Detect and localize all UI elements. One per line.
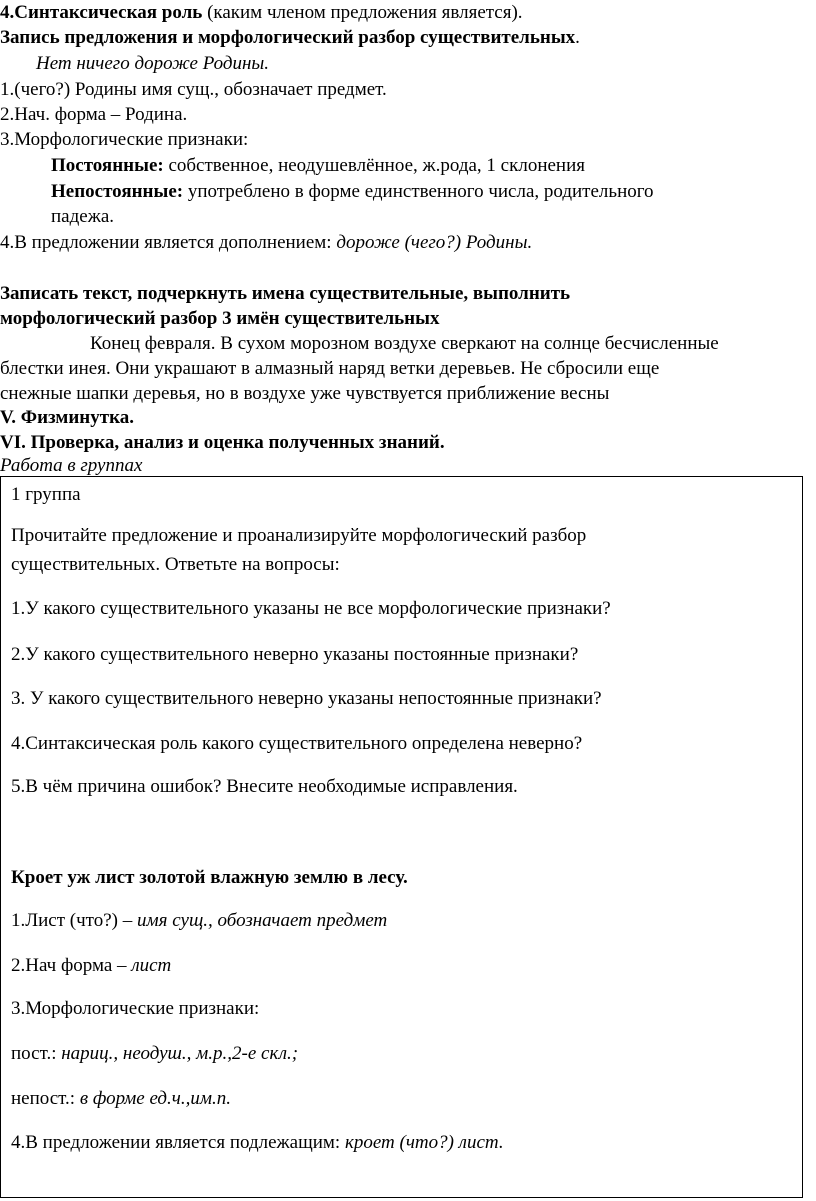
answer-1-plain: 1.Лист (что?) – (11, 910, 137, 931)
section-6-text: VI. Проверка, анализ и оценка полученных знаний. (0, 432, 445, 453)
answer-nonconstant-italic: в форме ед.ч.,им.п. (79, 1088, 231, 1109)
group-task-box (0, 476, 803, 1198)
nonconstant-features-cont: падежа. (51, 206, 115, 227)
answer-4-plain: 4.В предложении является подлежащим: (11, 1132, 345, 1153)
answer-nonconstant-plain: непост.: (11, 1088, 80, 1109)
section-4-subheading (0, 26, 580, 50)
task-heading-1-text: Записать текст, подчеркнуть имена существительные, выполнить (0, 283, 571, 304)
item-4-italic: дороже (чего?) Родины. (336, 232, 533, 253)
task-text-3: снежные шапки деревья, но в воздухе уже чувствуется приближение весны (0, 383, 610, 404)
answer-3: 3.Морфологические признаки: (11, 998, 260, 1019)
analysis-item-3: 3.Морфологические признаки: (0, 129, 249, 150)
answer-constant-plain: пост.: (11, 1043, 62, 1064)
section-5-heading (0, 406, 134, 430)
group-label: 1 группа (11, 484, 81, 505)
analysis-item-4 (0, 231, 532, 255)
constant-text: собственное, неодушевлённое, ж.рода, 1 склонения (163, 155, 586, 176)
answer-nonconstant (11, 1087, 231, 1111)
answer-4 (11, 1131, 504, 1155)
nonconstant-label: Непостоянные: (51, 181, 184, 202)
question-2: 2.У какого существительного неверно указаны постоянные признаки? (11, 644, 579, 665)
nonconstant-features (51, 180, 654, 204)
nonconstant-text: употреблено в форме единственного числа, родительного (183, 181, 654, 202)
box-intro-2: существительных. Ответьте на вопросы: (11, 554, 340, 575)
group-work-label (0, 454, 142, 478)
analysis-sentence-text: Кроет уж лист золотой влажную землю в лесу. (11, 867, 408, 888)
answer-4-italic: кроет (что?) лист. (344, 1132, 504, 1153)
section-4-heading (0, 1, 523, 25)
item-4-text: 4.В предложении является дополнением: (0, 232, 337, 253)
task-text-1: Конец февраля. В сухом морозном воздухе сверкают на солнце бесчисленные (90, 333, 719, 354)
answer-1 (11, 909, 387, 933)
question-5: 5.В чём причина ошибок? Внесите необходимые исправления. (11, 776, 518, 797)
answer-constant (11, 1042, 298, 1066)
box-intro-1: Прочитайте предложение и проанализируйте морфологический разбор (11, 525, 587, 546)
analysis-item-2: 2.Нач. форма – Родина. (0, 104, 188, 125)
answer-2 (11, 954, 171, 978)
section-5-text: V. Физминутка. (0, 407, 134, 428)
section-6-heading (0, 431, 445, 455)
task-heading-2-text: морфологический разбор 3 имён существительных (0, 308, 440, 329)
task-heading-1 (0, 282, 570, 306)
group-work-text: Работа в группах (0, 455, 143, 476)
section-4-title: 4.Синтаксическая роль (0, 2, 203, 23)
constant-label: Постоянные: (51, 155, 164, 176)
answer-2-plain: 2.Нач форма – (11, 955, 132, 976)
example-text: Нет ничего дороже Родины. (36, 53, 270, 74)
constant-features (51, 154, 585, 178)
answer-constant-italic: нариц., неодуш., м.р.,2-е скл.; (61, 1043, 299, 1064)
answer-2-italic: лист (131, 955, 172, 976)
subheading-text: Запись предложения и морфологический разбор существительных (0, 27, 576, 48)
task-text-2: блестки инея. Они украшают в алмазный наряд ветки деревьев. Не сбросили еще (0, 358, 660, 379)
question-1: 1.У какого существительного указаны не все морфологические признаки? (11, 598, 611, 619)
analysis-sentence (11, 866, 408, 890)
analysis-item-1: 1.(чего?) Родины имя сущ., обозначает предмет. (0, 79, 387, 100)
subheading-dot: . (575, 27, 580, 48)
task-heading-2 (0, 307, 439, 331)
answer-1-italic: имя сущ., обозначает предмет (137, 910, 388, 931)
example-sentence (36, 52, 269, 76)
question-3: 3. У какого существительного неверно указаны непостоянные признаки? (11, 688, 602, 709)
question-4: 4.Синтаксическая роль какого существительного определена неверно? (11, 733, 583, 754)
section-4-title-rest: (каким членом предложения является). (202, 2, 523, 23)
